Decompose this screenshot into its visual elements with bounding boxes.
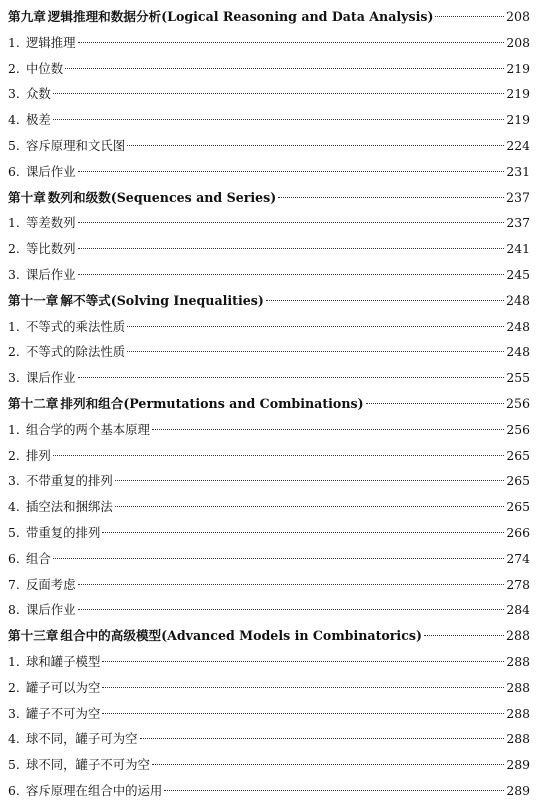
dot-leader bbox=[65, 68, 504, 69]
dot-leader bbox=[278, 197, 504, 198]
dot-leader bbox=[78, 42, 504, 43]
toc-section-entry[interactable] bbox=[8, 210, 530, 236]
toc-section-entry[interactable] bbox=[8, 520, 530, 546]
section-title: 容斥原理和文氏图 bbox=[26, 137, 126, 153]
page-number: 266 bbox=[506, 524, 530, 540]
page-number: 219 bbox=[506, 60, 530, 76]
toc-section-entry[interactable] bbox=[8, 81, 530, 107]
toc-section-entry[interactable] bbox=[8, 778, 530, 804]
dot-leader bbox=[53, 93, 504, 94]
section-title: 等比数列 bbox=[26, 241, 76, 257]
toc-chapter-entry[interactable] bbox=[8, 4, 530, 30]
toc-chapter-entry[interactable] bbox=[8, 185, 530, 211]
toc-section-entry[interactable] bbox=[8, 443, 530, 469]
page-number: 265 bbox=[506, 447, 530, 463]
toc-section-entry[interactable] bbox=[8, 236, 530, 262]
section-number: 5. bbox=[8, 524, 20, 540]
dot-leader bbox=[102, 687, 504, 688]
section-number: 3. bbox=[8, 370, 20, 386]
section-title: 球不同，罐子可为空 bbox=[26, 731, 138, 747]
section-number: 1. bbox=[8, 653, 20, 669]
section-number: 7. bbox=[8, 576, 20, 592]
toc-section-entry[interactable] bbox=[8, 649, 530, 675]
section-title: 极差 bbox=[26, 112, 51, 128]
page-number: 289 bbox=[506, 782, 530, 798]
toc-section-entry[interactable] bbox=[8, 107, 530, 133]
chapter-number: 第十二章 bbox=[8, 395, 59, 411]
section-title: 组合 bbox=[26, 550, 51, 566]
section-title: 球不同，罐子不可为空 bbox=[26, 757, 150, 773]
section-title: 不等式的乘法性质 bbox=[26, 318, 126, 334]
section-title: 中位数 bbox=[26, 60, 64, 76]
section-title: 课后作业 bbox=[26, 266, 76, 282]
section-number: 2. bbox=[8, 447, 20, 463]
chapter-number: 第十三章 bbox=[8, 628, 59, 644]
section-title: 带重复的排列 bbox=[26, 524, 101, 540]
page-number: 255 bbox=[506, 370, 530, 386]
dot-leader bbox=[366, 403, 504, 404]
dot-leader bbox=[53, 119, 504, 120]
dot-leader bbox=[78, 274, 504, 275]
section-number: 2. bbox=[8, 60, 20, 76]
section-title: 罐子不可为空 bbox=[26, 705, 101, 721]
toc-section-entry[interactable] bbox=[8, 494, 530, 520]
dot-leader bbox=[424, 635, 504, 636]
dot-leader bbox=[53, 455, 504, 456]
toc-chapter-entry[interactable] bbox=[8, 288, 530, 314]
dot-leader bbox=[53, 558, 504, 559]
page-number: 219 bbox=[506, 86, 530, 102]
section-number: 4. bbox=[8, 499, 20, 515]
page-number: 237 bbox=[506, 215, 530, 231]
toc-section-entry[interactable] bbox=[8, 56, 530, 82]
section-title: 反面考虑 bbox=[26, 576, 76, 592]
dot-leader bbox=[102, 661, 504, 662]
dot-leader bbox=[78, 609, 504, 610]
dot-leader bbox=[115, 506, 504, 507]
page-number: 245 bbox=[506, 266, 530, 282]
section-number: 3. bbox=[8, 705, 20, 721]
section-title: 课后作业 bbox=[26, 602, 76, 618]
page-number: 265 bbox=[506, 499, 530, 515]
page-number: 284 bbox=[506, 602, 530, 618]
chapter-title: 逻辑推理和数据分析(Logical Reasoning and Data Analysis) bbox=[47, 9, 434, 24]
chapter-number: 第十章 bbox=[8, 189, 46, 205]
page-number: 265 bbox=[506, 473, 530, 489]
section-title: 不等式的除法性质 bbox=[26, 344, 126, 360]
dot-leader bbox=[164, 790, 504, 791]
section-number: 3. bbox=[8, 266, 20, 282]
page-number: 256 bbox=[505, 395, 530, 411]
section-number: 8. bbox=[8, 602, 20, 618]
section-number: 3. bbox=[8, 86, 20, 102]
section-number: 6. bbox=[8, 782, 20, 798]
dot-leader bbox=[127, 145, 504, 146]
page-number: 288 bbox=[506, 653, 530, 669]
section-title: 等差数列 bbox=[26, 215, 76, 231]
toc-section-entry[interactable] bbox=[8, 262, 530, 288]
toc-section-entry[interactable] bbox=[8, 572, 530, 598]
page-number: 219 bbox=[506, 112, 530, 128]
page-number: 237 bbox=[505, 189, 530, 205]
page-number: 289 bbox=[506, 757, 530, 773]
page-number: 224 bbox=[506, 137, 530, 153]
dot-leader bbox=[102, 713, 504, 714]
toc-section-entry[interactable] bbox=[8, 417, 530, 443]
dot-leader bbox=[152, 764, 504, 765]
toc-section-entry[interactable] bbox=[8, 597, 530, 623]
section-title: 插空法和捆绑法 bbox=[26, 499, 113, 515]
section-number: 4. bbox=[8, 112, 20, 128]
chapter-title: 数列和级数(Sequences and Series) bbox=[47, 189, 277, 205]
dot-leader bbox=[115, 480, 504, 481]
section-number: 5. bbox=[8, 137, 20, 153]
dot-leader bbox=[127, 351, 504, 352]
section-number: 1. bbox=[8, 215, 20, 231]
page-number: 288 bbox=[505, 628, 530, 644]
chapter-title: 组合中的高级模型(Advanced Models in Combinatorics) bbox=[60, 628, 422, 644]
chapter-title: 排列和组合(Permutations and Combinations) bbox=[60, 395, 364, 411]
page-number: 241 bbox=[506, 241, 530, 257]
toc-section-entry[interactable] bbox=[8, 546, 530, 572]
page-number: 208 bbox=[505, 9, 530, 24]
section-number: 4. bbox=[8, 731, 20, 747]
dot-leader bbox=[435, 16, 504, 17]
dot-leader bbox=[102, 532, 504, 533]
section-number: 6. bbox=[8, 163, 20, 179]
page-number: 248 bbox=[506, 318, 530, 334]
dot-leader bbox=[266, 300, 504, 301]
dot-leader bbox=[140, 738, 504, 739]
section-title: 不带重复的排列 bbox=[26, 473, 113, 489]
toc-section-entry[interactable] bbox=[8, 701, 530, 727]
section-title: 球和罐子模型 bbox=[26, 653, 101, 669]
dot-leader bbox=[78, 377, 504, 378]
page-number: 278 bbox=[506, 576, 530, 592]
chapter-number: 第十一章 bbox=[8, 292, 59, 308]
section-title: 排列 bbox=[26, 447, 51, 463]
toc-section-entry[interactable] bbox=[8, 365, 530, 391]
section-number: 5. bbox=[8, 757, 20, 773]
toc-section-entry[interactable] bbox=[8, 752, 530, 778]
section-title: 众数 bbox=[26, 86, 51, 102]
section-title: 容斥原理在组合中的运用 bbox=[26, 782, 163, 798]
dot-leader bbox=[78, 248, 504, 249]
section-title: 逻辑推理 bbox=[26, 34, 76, 50]
section-title: 罐子可以为空 bbox=[26, 679, 101, 695]
dot-leader bbox=[78, 584, 504, 585]
section-number: 3. bbox=[8, 473, 20, 489]
chapter-title: 解不等式(Solving Inequalities) bbox=[60, 292, 264, 308]
toc-section-entry[interactable] bbox=[8, 726, 530, 752]
page-number: 256 bbox=[506, 421, 530, 437]
section-title: 课后作业 bbox=[26, 163, 76, 179]
page-number: 288 bbox=[506, 705, 530, 721]
page-number: 274 bbox=[506, 550, 530, 566]
toc-chapter-entry[interactable] bbox=[8, 623, 530, 649]
page-number: 208 bbox=[506, 34, 530, 50]
page-number: 248 bbox=[506, 344, 530, 360]
dot-leader bbox=[78, 171, 504, 172]
toc-section-entry[interactable] bbox=[8, 675, 530, 701]
dot-leader bbox=[152, 429, 504, 430]
section-title: 组合学的两个基本原理 bbox=[26, 421, 150, 437]
page-number: 288 bbox=[506, 731, 530, 747]
section-number: 1. bbox=[8, 318, 20, 334]
page-number: 288 bbox=[506, 679, 530, 695]
section-number: 6. bbox=[8, 550, 20, 566]
section-title: 课后作业 bbox=[26, 370, 76, 386]
toc-section-entry[interactable] bbox=[8, 339, 530, 365]
section-number: 2. bbox=[8, 344, 20, 360]
section-number: 1. bbox=[8, 34, 20, 50]
section-number: 1. bbox=[8, 421, 20, 437]
table-of-contents bbox=[8, 4, 530, 804]
section-number: 2. bbox=[8, 679, 20, 695]
section-number: 2. bbox=[8, 241, 20, 257]
toc-section-entry[interactable] bbox=[8, 468, 530, 494]
toc-section-entry[interactable] bbox=[8, 30, 530, 56]
toc-section-entry[interactable] bbox=[8, 159, 530, 185]
chapter-number: 第九章 bbox=[8, 9, 46, 24]
toc-chapter-entry[interactable] bbox=[8, 391, 530, 417]
page-number: 248 bbox=[505, 292, 530, 308]
dot-leader bbox=[78, 222, 504, 223]
toc-section-entry[interactable] bbox=[8, 133, 530, 159]
dot-leader bbox=[127, 326, 504, 327]
page-number: 231 bbox=[506, 163, 530, 179]
toc-section-entry[interactable] bbox=[8, 314, 530, 340]
